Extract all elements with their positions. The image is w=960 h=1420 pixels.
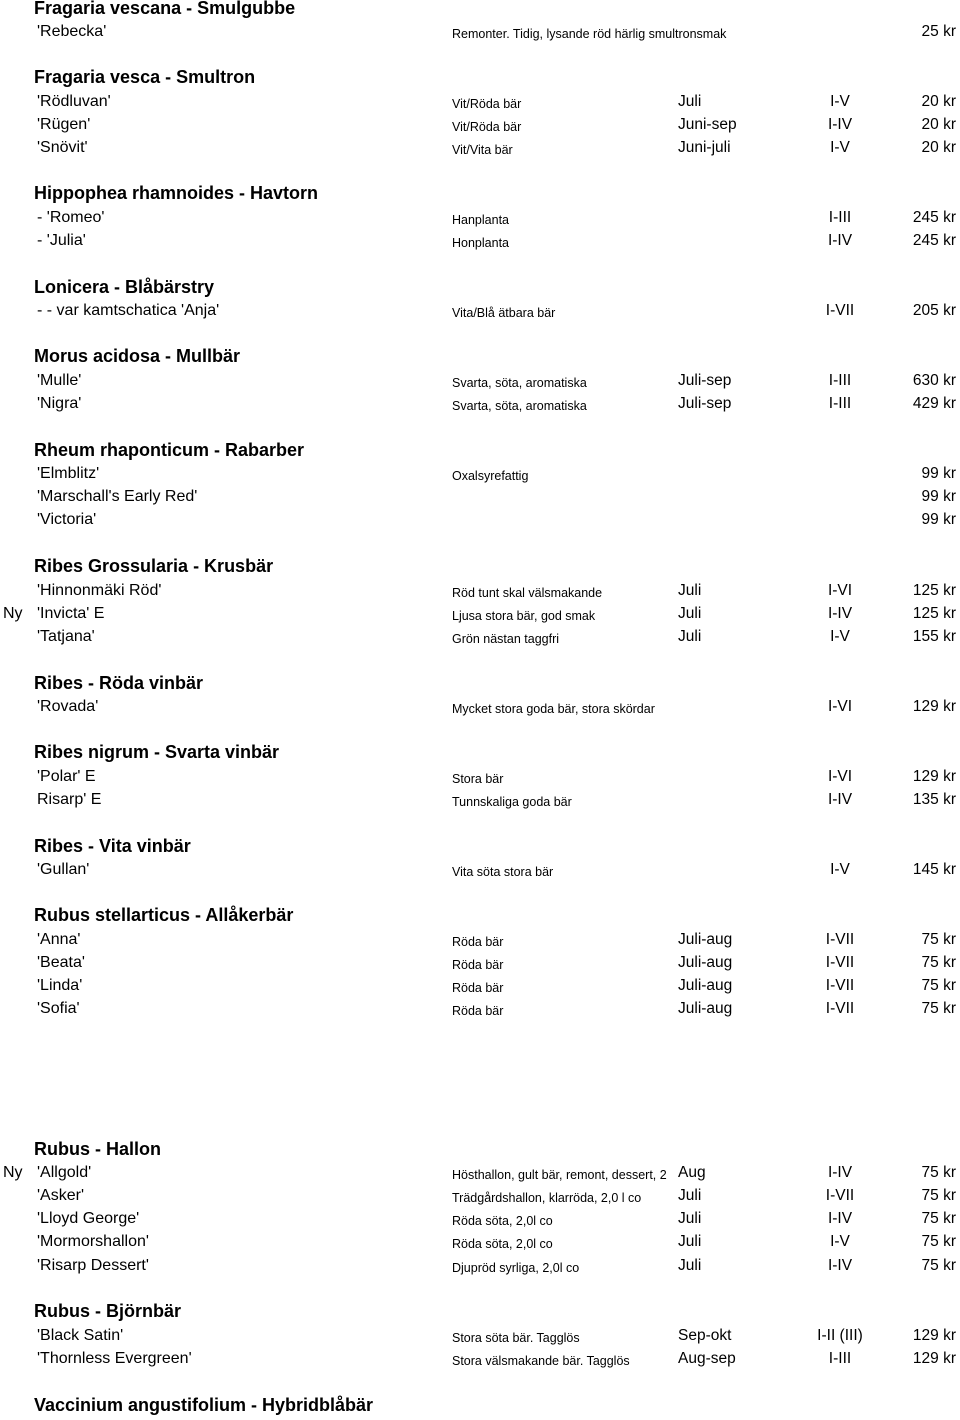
variety-description: Mycket stora goda bär, stora skördar xyxy=(452,702,655,716)
variety-description: Röda bär xyxy=(452,1004,504,1018)
product-row xyxy=(0,137,960,159)
variety-name: 'Marschall's Early Red' xyxy=(37,488,198,505)
variety-description: Vit/Röda bär xyxy=(452,120,522,134)
section-heading-morus-acidosa-mullbar: Morus acidosa - Mullbär xyxy=(34,346,241,366)
harvest-month: Juli-aug xyxy=(678,954,733,971)
new-badge: Ny xyxy=(3,1164,23,1181)
variety-description: Ljusa stora bär, god smak xyxy=(452,609,596,623)
price: 20 kr xyxy=(921,116,956,133)
section-heading-ribes-vita-vinbar: Ribes - Vita vinbär xyxy=(34,836,191,856)
variety-name: 'Anna' xyxy=(37,931,81,948)
variety-name: 'Rügen' xyxy=(37,116,91,133)
hardiness-zone: I-II (III) xyxy=(817,1327,863,1344)
variety-description: Svarta, söta, aromatiska xyxy=(452,399,587,413)
hardiness-zone: I-VII xyxy=(825,1000,855,1017)
variety-description: Remonter. Tidig, lysande röd härlig smultronsmak xyxy=(452,27,727,41)
product-row xyxy=(0,975,960,997)
section-heading-fragaria-vesca-smultron: Fragaria vesca - Smultron xyxy=(34,67,256,87)
product-row xyxy=(0,1231,960,1253)
variety-description: Honplanta xyxy=(452,236,509,250)
hardiness-zone: I-VI xyxy=(827,698,853,715)
section-heading-hippophea-rhamnoides-havtorn: Hippophea rhamnoides - Havtorn xyxy=(34,183,319,203)
variety-description: Röda bär xyxy=(452,958,504,972)
product-row xyxy=(0,696,960,718)
section-heading-rubus-stellarticus-allakerbar: Rubus stellarticus - Allåkerbär xyxy=(34,905,294,925)
section-heading-rubus-hallon: Rubus - Hallon xyxy=(34,1139,161,1159)
product-row xyxy=(0,370,960,392)
section-heading-lonicera-blabarstry: Lonicera - Blåbärstry xyxy=(34,277,215,297)
hardiness-zone: I-IV xyxy=(827,791,853,808)
variety-description: Svarta, söta, aromatiska xyxy=(452,376,587,390)
hardiness-zone: I-IV xyxy=(827,1210,853,1227)
hardiness-zone: I-VII xyxy=(825,977,855,994)
harvest-month: Juli xyxy=(678,582,702,599)
hardiness-zone: I-VI xyxy=(827,768,853,785)
variety-description: Röda söta, 2,0l co xyxy=(452,1214,553,1228)
variety-name: 'Polar' E xyxy=(37,768,96,785)
product-row xyxy=(0,952,960,974)
variety-name: 'Sofia' xyxy=(37,1000,80,1017)
variety-name: 'Victoria' xyxy=(37,511,97,528)
variety-name: - 'Romeo' xyxy=(37,209,105,226)
variety-description: Vita söta stora bär xyxy=(452,865,554,879)
hardiness-zone: I-III xyxy=(828,209,852,226)
variety-name: 'Gullan' xyxy=(37,861,90,878)
product-row xyxy=(0,509,960,531)
variety-name: 'Hinnonmäki Röd' xyxy=(37,582,162,599)
price: 20 kr xyxy=(921,139,956,156)
variety-description: Trädgårdshallon, klarröda, 2,0 l co xyxy=(452,1191,642,1205)
variety-name: 'Lloyd George' xyxy=(37,1210,140,1227)
variety-description: Hanplanta xyxy=(452,213,509,227)
product-row xyxy=(0,603,960,625)
price: 129 kr xyxy=(912,768,956,785)
product-row xyxy=(0,463,960,485)
price: 125 kr xyxy=(912,605,956,622)
variety-description: Oxalsyrefattig xyxy=(452,469,529,483)
product-row xyxy=(0,1162,960,1184)
product-row xyxy=(0,1255,960,1277)
price: 99 kr xyxy=(921,465,956,482)
section-heading-ribes-grossularia-krusbar: Ribes Grossularia - Krusbär xyxy=(34,556,274,576)
price: 20 kr xyxy=(921,93,956,110)
hardiness-zone: I-III xyxy=(828,395,852,412)
variety-name: 'Rödluvan' xyxy=(37,93,111,110)
variety-name: 'Allgold' xyxy=(37,1164,92,1181)
harvest-month: Sep-okt xyxy=(678,1327,732,1344)
product-row xyxy=(0,580,960,602)
product-row xyxy=(0,114,960,136)
variety-name: - 'Julia' xyxy=(37,232,86,249)
section-heading-ribes-roda-vinbar: Ribes - Röda vinbär xyxy=(34,673,204,693)
harvest-month: Juli xyxy=(678,1233,702,1250)
price: 75 kr xyxy=(921,931,956,948)
hardiness-zone: I-VII xyxy=(825,954,855,971)
hardiness-zone: I-VII xyxy=(825,1187,855,1204)
variety-name: 'Risarp Dessert' xyxy=(37,1257,149,1274)
hardiness-zone: I-III xyxy=(828,1350,852,1367)
price: 155 kr xyxy=(912,628,956,645)
price: 135 kr xyxy=(912,791,956,808)
section-heading-ribes-nigrum-svarta-vinbar: Ribes nigrum - Svarta vinbär xyxy=(34,742,280,762)
variety-name: - - var kamtschatica 'Anja' xyxy=(37,302,220,319)
price: 99 kr xyxy=(921,511,956,528)
product-row xyxy=(0,789,960,811)
hardiness-zone: I-V xyxy=(830,139,850,156)
hardiness-zone: I-V xyxy=(830,93,850,110)
hardiness-zone: I-III xyxy=(828,372,852,389)
product-row xyxy=(0,1185,960,1207)
variety-description: Röda söta, 2,0l co xyxy=(452,1237,553,1251)
price: 75 kr xyxy=(921,1233,956,1250)
harvest-month: Aug-sep xyxy=(678,1350,736,1367)
hardiness-zone: I-VII xyxy=(825,931,855,948)
variety-name: Risarp' E xyxy=(37,791,102,808)
product-row xyxy=(0,207,960,229)
hardiness-zone: I-IV xyxy=(827,116,853,133)
price: 125 kr xyxy=(912,582,956,599)
harvest-month: Juli xyxy=(678,628,702,645)
variety-name: 'Snövit' xyxy=(37,139,88,156)
variety-name: 'Asker' xyxy=(37,1187,85,1204)
hardiness-zone: I-VI xyxy=(827,582,853,599)
variety-name: 'Rebecka' xyxy=(37,23,107,40)
harvest-month: Juli-aug xyxy=(678,931,733,948)
section-heading-vaccinium-angustifolium-hybridblabar: Vaccinium angustifolium - Hybridblåbär xyxy=(34,1395,374,1415)
product-row xyxy=(0,998,960,1020)
hardiness-zone: I-VII xyxy=(825,302,855,319)
product-row xyxy=(0,300,960,322)
section-heading-rheum-rhaponticum-rabarber: Rheum rhaponticum - Rabarber xyxy=(34,440,305,460)
variety-description: Stora välsmakande bär. Tagglös xyxy=(452,1354,630,1368)
price: 99 kr xyxy=(921,488,956,505)
price: 75 kr xyxy=(921,1210,956,1227)
product-row xyxy=(0,1208,960,1230)
variety-name: 'Black Satin' xyxy=(37,1327,124,1344)
variety-description: Vit/Vita bär xyxy=(452,143,513,157)
variety-name: 'Thornless Evergreen' xyxy=(37,1350,192,1367)
hardiness-zone: I-IV xyxy=(827,1164,853,1181)
harvest-month: Juli xyxy=(678,1210,702,1227)
harvest-month: Juli-aug xyxy=(678,1000,733,1017)
variety-description: Vit/Röda bär xyxy=(452,97,522,111)
variety-description: Djupröd syrliga, 2,0l co xyxy=(452,1261,580,1275)
variety-description: Stora bär xyxy=(452,772,504,786)
variety-name: 'Elmblitz' xyxy=(37,465,100,482)
product-row xyxy=(0,486,960,508)
price: 75 kr xyxy=(921,1164,956,1181)
price: 75 kr xyxy=(921,1257,956,1274)
price: 205 kr xyxy=(912,302,956,319)
price: 75 kr xyxy=(921,954,956,971)
variety-description: Stora söta bär. Tagglös xyxy=(452,1331,580,1345)
harvest-month: Juli-sep xyxy=(678,372,732,389)
price: 245 kr xyxy=(912,209,956,226)
harvest-month: Juli-sep xyxy=(678,395,732,412)
product-row xyxy=(0,766,960,788)
price: 25 kr xyxy=(921,23,956,40)
variety-name: 'Linda' xyxy=(37,977,83,994)
product-row xyxy=(0,21,960,43)
price: 129 kr xyxy=(912,1327,956,1344)
variety-description: Grön nästan taggfri xyxy=(452,632,560,646)
hardiness-zone: I-IV xyxy=(827,1257,853,1274)
hardiness-zone: I-V xyxy=(830,1233,850,1250)
harvest-month: Juni-juli xyxy=(678,139,731,156)
harvest-month: Juli xyxy=(678,605,702,622)
variety-description: Röda bär xyxy=(452,935,504,949)
product-row xyxy=(0,1348,960,1370)
product-row xyxy=(0,91,960,113)
harvest-month: Aug xyxy=(678,1164,706,1181)
product-row xyxy=(0,859,960,881)
price: 129 kr xyxy=(912,1350,956,1367)
variety-name: 'Mulle' xyxy=(37,372,82,389)
new-badge: Ny xyxy=(3,605,23,622)
variety-name: 'Rovada' xyxy=(37,698,99,715)
section-heading-rubus-bjornbar: Rubus - Björnbär xyxy=(34,1301,181,1321)
harvest-month: Juli-aug xyxy=(678,977,733,994)
price: 429 kr xyxy=(912,395,956,412)
harvest-month: Juli xyxy=(678,1257,702,1274)
price: 145 kr xyxy=(912,861,956,878)
variety-name: 'Nigra' xyxy=(37,395,82,412)
product-row xyxy=(0,393,960,415)
variety-description: Röda bär xyxy=(452,981,504,995)
price: 245 kr xyxy=(912,232,956,249)
product-row xyxy=(0,929,960,951)
hardiness-zone: I-IV xyxy=(827,232,853,249)
product-row xyxy=(0,230,960,252)
section-heading-fragaria-vescana-smulgubbe: Fragaria vescana - Smulgubbe xyxy=(34,0,296,18)
price: 75 kr xyxy=(921,1187,956,1204)
harvest-month: Juli xyxy=(678,93,702,110)
hardiness-zone: I-IV xyxy=(827,605,853,622)
hardiness-zone: I-V xyxy=(830,628,850,645)
variety-description: Tunnskaliga goda bär xyxy=(452,795,572,809)
variety-name: 'Mormorshallon' xyxy=(37,1233,149,1250)
variety-description: Hösthallon, gult bär, remont, dessert, 2 xyxy=(452,1168,667,1182)
variety-name: 'Tatjana' xyxy=(37,628,95,645)
harvest-month: Juni-sep xyxy=(678,116,737,133)
variety-name: 'Invicta' E xyxy=(37,605,105,622)
price: 75 kr xyxy=(921,1000,956,1017)
product-row xyxy=(0,626,960,648)
harvest-month: Juli xyxy=(678,1187,702,1204)
variety-description: Röd tunt skal välsmakande xyxy=(452,586,603,600)
hardiness-zone: I-V xyxy=(830,861,850,878)
price: 75 kr xyxy=(921,977,956,994)
price: 630 kr xyxy=(912,372,956,389)
price: 129 kr xyxy=(912,698,956,715)
product-row xyxy=(0,1325,960,1347)
variety-description: Vita/Blå ätbara bär xyxy=(452,306,556,320)
variety-name: 'Beata' xyxy=(37,954,85,971)
